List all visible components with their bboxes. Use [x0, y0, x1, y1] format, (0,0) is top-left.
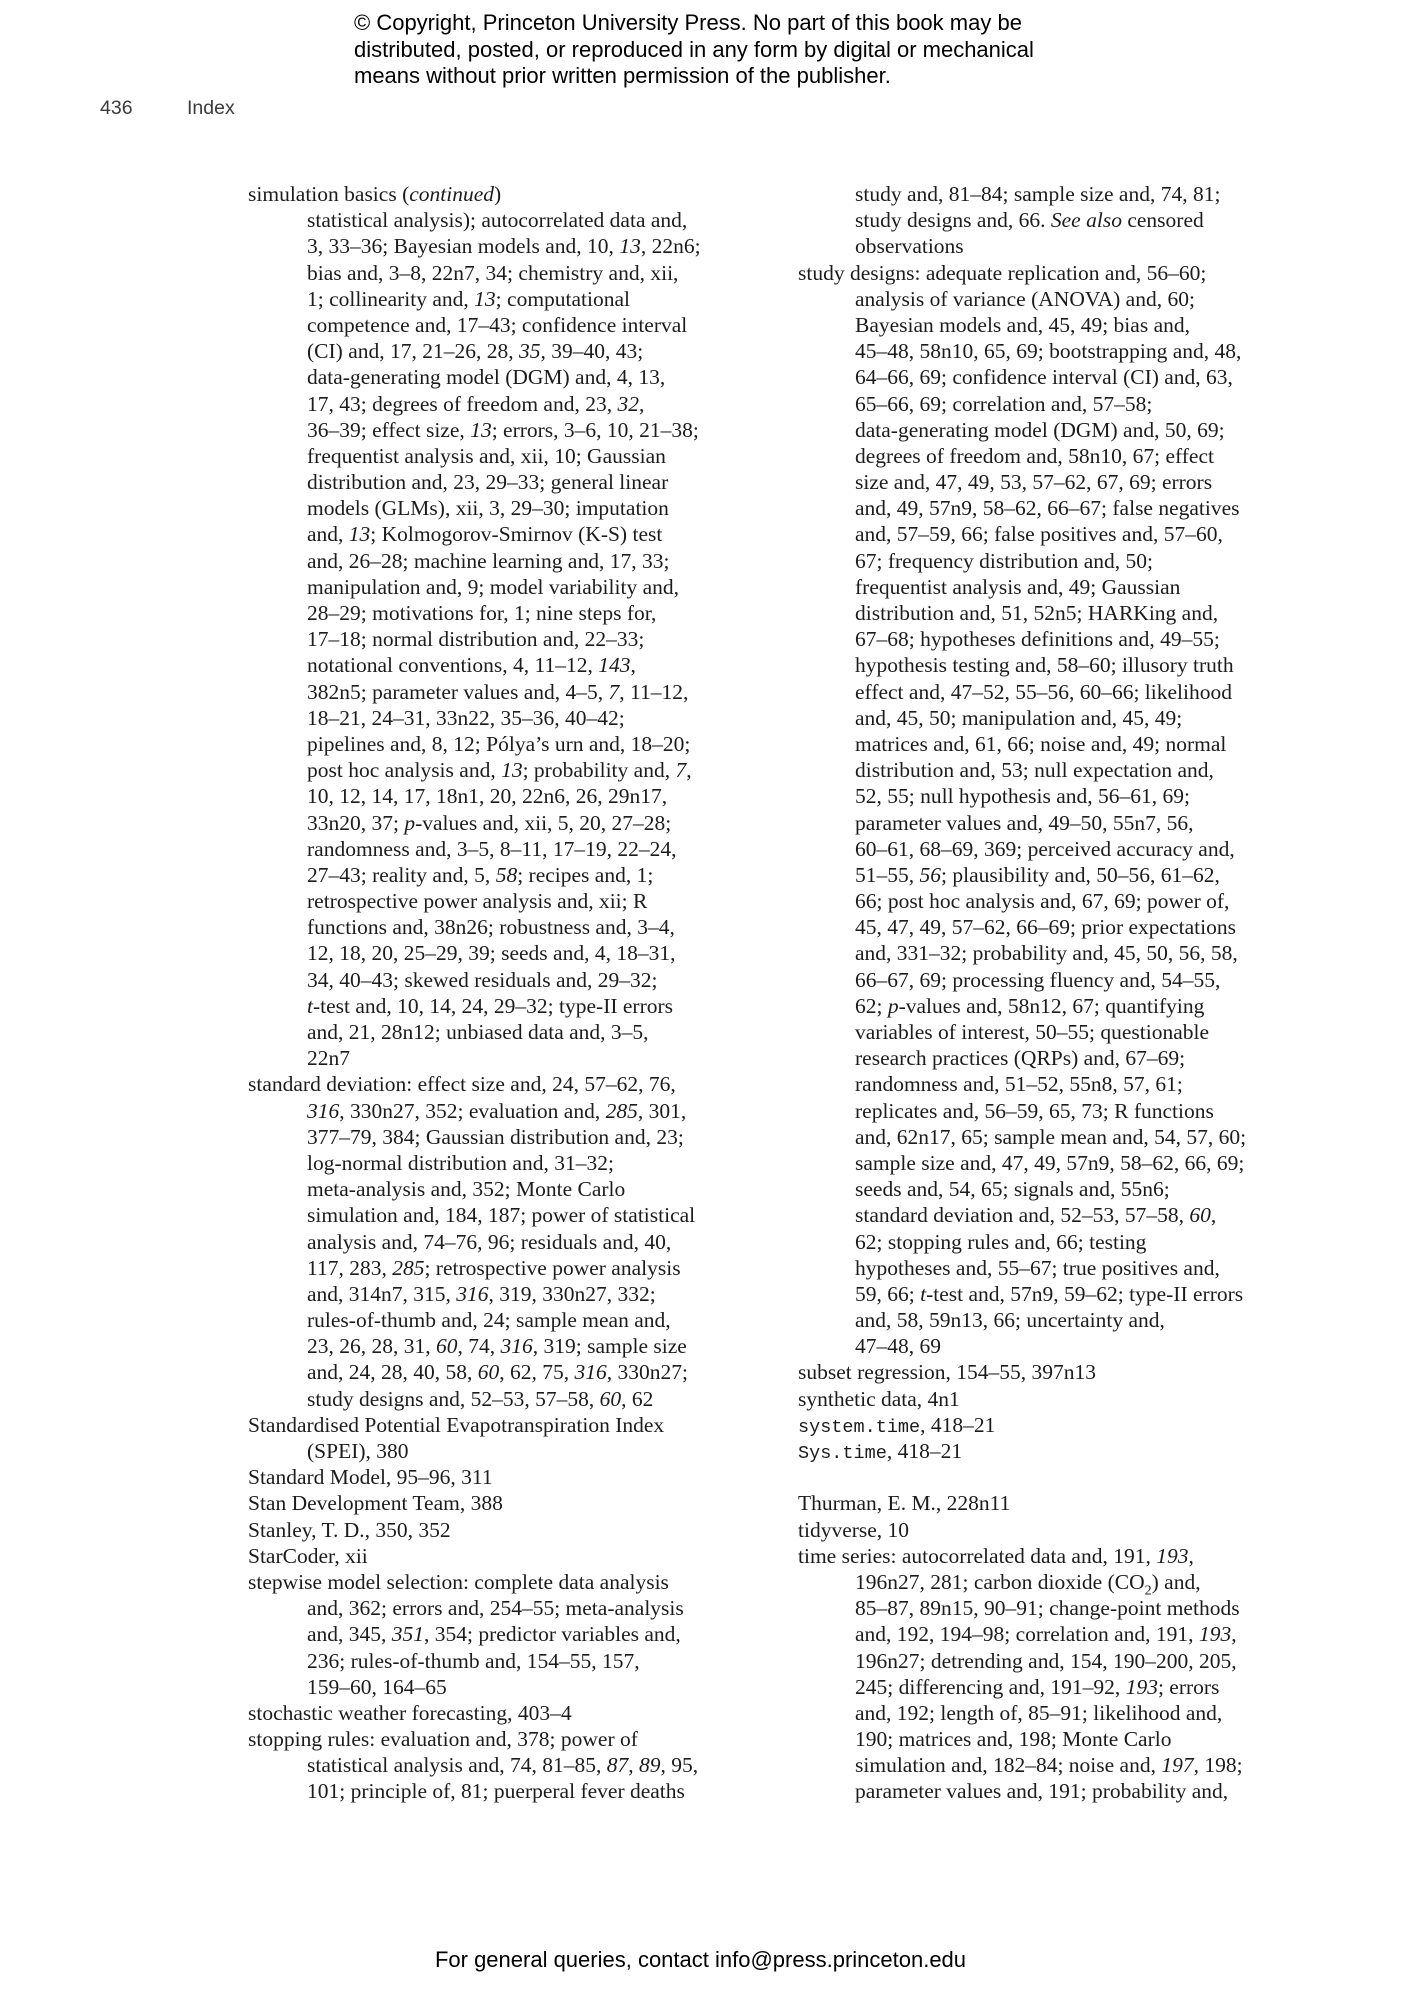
text-run: ) and,	[1151, 1569, 1201, 1594]
entry-subline: 85–87, 89n15, 90–91; change-point methods	[855, 1596, 1240, 1621]
entry-subline: matrices and, 61, 66; noise and, 49; normal	[855, 731, 1227, 756]
entry-heading-line: standard deviation: effect size and, 24, 57–62, 76,	[248, 1072, 676, 1097]
letter-group	[248, 181, 701, 1805]
entry-subline: log-normal distribution and, 31–32;	[307, 1150, 614, 1175]
entry-subline: 66–67, 69; processing fluency and, 54–55,	[855, 967, 1221, 992]
italic-locator: 60	[477, 1360, 500, 1385]
italic-locator: 87	[606, 1753, 629, 1778]
index-entry	[798, 1359, 1246, 1385]
text-run: , 198;	[1193, 1753, 1243, 1778]
text-run: ; plausibility and, 50–56, 61–62,	[941, 862, 1220, 887]
entry-subline: rules-of-thumb and, 24; sample mean and,	[307, 1308, 671, 1333]
entry-subline: and, 331–32; probability and, 45, 50, 56, 58,	[855, 941, 1238, 966]
index-entry	[798, 1412, 1246, 1438]
entry-subline: hypothesis testing and, 58–60; illusory truth	[855, 653, 1234, 678]
entry-subline: parameter values and, 49–50, 55n7, 56,	[855, 810, 1194, 835]
text-run: , 418–21	[886, 1439, 963, 1463]
entry-subline	[248, 1359, 701, 1385]
italic-locator: 13	[619, 234, 641, 259]
text-run: (CI) and, 17, 21–26, 28,	[307, 339, 519, 364]
code-term: system.time	[798, 1416, 921, 1438]
entry-subline: Bayesian models and, 45, 49; bias and,	[855, 312, 1190, 337]
letter-group	[798, 260, 1246, 1465]
entry-subline: size and, 47, 49, 53, 57–62, 67, 69; errors	[855, 470, 1213, 495]
entry-subline: analysis and, 74–76, 96; residuals and, 40,	[307, 1229, 672, 1254]
italic-locator: t	[307, 993, 313, 1018]
entry-subline: 18–21, 24–31, 33n22, 35–36, 40–42;	[307, 705, 625, 730]
entry-subline: models (GLMs), xii, 3, 29–30; imputation	[307, 496, 669, 521]
page-number: 436	[100, 97, 133, 119]
entry-subline: distribution and, 23, 29–33; general linear	[307, 470, 669, 495]
text-run: ; retrospective power analysis	[424, 1255, 681, 1280]
text-run: 17, 43; degrees of freedom and, 23,	[307, 391, 618, 416]
entry-subline: statistical analysis); autocorrelated data and,	[307, 208, 688, 233]
text-run: post hoc analysis and,	[307, 758, 502, 783]
entry-subline	[248, 757, 701, 783]
entry-subline	[248, 1621, 701, 1647]
entry-heading-line: StarCoder, xii	[248, 1543, 368, 1568]
text-run: ; computational	[495, 286, 631, 311]
entry-subline: 60–61, 68–69, 369; perceived accuracy and,	[855, 836, 1235, 861]
text-run: study designs and, 52–53, 57–58,	[307, 1386, 600, 1411]
text-run: 196n27, 281; carbon dioxide (CO	[855, 1569, 1145, 1594]
text-run: ,	[686, 758, 692, 783]
index-entry	[798, 1438, 1246, 1464]
copyright-line: means without prior written permission of the publisher.	[354, 63, 891, 89]
entry-heading-line: stepwise model selection: complete data analysis	[248, 1569, 669, 1594]
entry-subline: frequentist analysis and, xii, 10; Gaussian	[307, 443, 666, 468]
text-run: ; recipes and, 1;	[517, 862, 654, 887]
entry-subline: 28–29; motivations for, 1; nine steps for,	[307, 601, 657, 625]
italic-locator: 7	[675, 758, 687, 783]
italic-locator: 193	[1198, 1622, 1232, 1647]
entry-subline: and, 26–28; machine learning and, 17, 33;	[307, 548, 670, 573]
entry-subline	[248, 1386, 701, 1412]
index-entry	[798, 1490, 1246, 1516]
code-term: Sys.time	[798, 1443, 887, 1464]
text-run: ,	[628, 1753, 640, 1778]
entry-subline	[798, 1202, 1246, 1228]
index-entry	[798, 260, 1246, 1360]
text-run: ,	[638, 391, 645, 416]
italic-locator: 60	[599, 1386, 622, 1411]
index-column-left	[248, 181, 701, 1805]
entry-subline	[248, 233, 701, 259]
italic-locator: 56	[919, 862, 941, 887]
entry-heading-line: synthetic data, 4n1	[798, 1386, 960, 1411]
entry-subline: pipelines and, 8, 12; Pólya’s urn and, 18–20;	[307, 731, 691, 756]
text-run: standard deviation and, 52–53, 57–58,	[855, 1203, 1190, 1228]
text-run: , 330n27;	[606, 1360, 689, 1385]
text-run: 36–39; effect size,	[307, 417, 471, 442]
entry-subline: sample size and, 47, 49, 57n9, 58–62, 66, 69;	[855, 1150, 1245, 1175]
italic-locator: See also	[1050, 208, 1122, 233]
entry-subline: 45, 47, 49, 57–62, 66–69; prior expectations	[855, 915, 1236, 940]
text-run: 33n20, 37;	[307, 810, 405, 835]
entry-subline: functions and, 38n26; robustness and, 3–4,	[307, 915, 675, 940]
italic-locator: p	[404, 810, 416, 835]
text-run: -test and, 57n9, 59–62; type-II errors	[926, 1281, 1244, 1306]
entry-subline: and, 21, 28n12; unbiased data and, 3–5,	[307, 1020, 649, 1044]
text-run: , 354; predictor variables and,	[424, 1622, 681, 1647]
italic-locator: 60	[1189, 1203, 1211, 1228]
text-run: -values and, 58n12, 67; quantifying	[898, 993, 1205, 1018]
text-run: study designs and, 66.	[855, 208, 1051, 233]
text-run: , 95,	[660, 1753, 699, 1778]
text-run: , 418–21	[920, 1412, 996, 1437]
entry-subline: study and, 81–84; sample size and, 74, 81;	[855, 182, 1221, 206]
text-run: 23, 26, 28, 31,	[307, 1334, 436, 1359]
italic-locator: 193	[1156, 1543, 1189, 1568]
entry-heading-line	[798, 1412, 1246, 1438]
italic-locator: t	[920, 1281, 927, 1306]
index-entry	[248, 1464, 701, 1490]
entry-subline	[248, 286, 701, 312]
index-column-right	[798, 181, 1246, 1805]
entry-subline: 47–48, 69	[855, 1334, 941, 1359]
entry-subline: 66; post hoc analysis and, 67, 69; power of,	[855, 889, 1230, 914]
entry-subline: and, 49, 57n9, 58–62, 66–67; false negatives	[855, 496, 1240, 521]
index-entry	[248, 1071, 701, 1411]
entry-subline: variables of interest, 50–55; questionable	[855, 1020, 1210, 1044]
entry-subline: retrospective power analysis and, xii; R	[307, 889, 648, 914]
entry-subline	[798, 1569, 1246, 1599]
italic-locator: 13	[348, 522, 371, 547]
text-run: and, 24, 28, 40, 58,	[307, 1360, 478, 1385]
text-run: 51–55,	[855, 862, 920, 887]
copyright-line: distributed, posted, or reproduced in any form by digital or mechanical	[354, 36, 1034, 62]
entry-heading-line	[798, 1543, 1246, 1569]
text-run: ,	[1231, 1622, 1237, 1647]
entry-subline: 64–66, 69; confidence interval (CI) and, 63,	[855, 365, 1233, 390]
italic-locator: 285	[605, 1098, 638, 1123]
entry-subline: 236; rules-of-thumb and, 154–55, 157,	[307, 1648, 640, 1673]
entry-subline: and, 58, 59n13, 66; uncertainty and,	[855, 1308, 1165, 1333]
italic-locator: 13	[474, 286, 496, 311]
footer-contact: For general queries, contact info@press.princeton.edu	[434, 1947, 967, 1972]
text-run: , 62	[621, 1386, 654, 1411]
entry-subline: manipulation and, 9; model variability and,	[307, 574, 679, 599]
entry-subline: replicates and, 56–59, 65, 73; R functions	[855, 1098, 1214, 1123]
entry-subline: data-generating model (DGM) and, 4, 13,	[307, 365, 666, 390]
entry-subline: parameter values and, 191; probability and,	[855, 1779, 1229, 1804]
entry-subline: meta-analysis and, 352; Monte Carlo	[307, 1177, 626, 1202]
text-run: statistical analysis and, 74, 81–85,	[307, 1753, 607, 1778]
index-entry	[248, 181, 701, 1071]
text-run: 62;	[855, 993, 888, 1018]
entry-subline: 10, 12, 14, 17, 18n1, 20, 22n6, 26, 29n17,	[307, 784, 668, 809]
entry-subline: 190; matrices and, 198; Monte Carlo	[855, 1727, 1172, 1752]
entry-subline	[798, 1281, 1246, 1307]
entry-subline: 67–68; hypotheses definitions and, 49–55;	[855, 627, 1220, 652]
text-run: and, 314n7, 315,	[307, 1281, 457, 1306]
text-run: , 39–40, 43;	[540, 339, 644, 364]
text-run: , 301,	[637, 1098, 687, 1123]
entry-subline: degrees of freedom and, 58n10, 67; effect	[855, 443, 1214, 468]
text-run: time series: autocorrelated data and, 191,	[798, 1543, 1157, 1568]
text-run: ; probability and,	[522, 758, 676, 783]
copyright-notice	[354, 10, 1034, 90]
text-run: , 22n6;	[640, 234, 701, 259]
entry-subline	[798, 207, 1246, 233]
entry-subline: competence and, 17–43; confidence interval	[307, 312, 688, 337]
entry-heading-line: Standardised Potential Evapotranspiration Index	[248, 1412, 665, 1437]
entry-subline: research practices (QRPs) and, 67–69;	[855, 1046, 1186, 1071]
entry-subline: 34, 40–43; skewed residuals and, 29–32;	[307, 967, 658, 992]
index-entry	[248, 1490, 701, 1516]
text-run: 1; collinearity and,	[307, 286, 475, 311]
entry-heading-line: study designs: adequate replication and, 56–60;	[798, 260, 1207, 285]
index-entry	[248, 1412, 701, 1464]
entry-subline	[248, 338, 701, 364]
entry-subline	[798, 1621, 1246, 1647]
entry-subline: distribution and, 53; null expectation and,	[855, 758, 1214, 783]
entry-subline: randomness and, 51–52, 55n8, 57, 61;	[855, 1072, 1183, 1097]
italic-locator: 316	[307, 1098, 340, 1123]
entry-subline: 52, 55; null hypothesis and, 56–61, 69;	[855, 784, 1191, 809]
index-entry	[248, 1543, 701, 1569]
italic-locator: 35	[519, 339, 541, 364]
entry-subline	[248, 810, 701, 836]
text-run: 245; differencing and, 191–92,	[855, 1674, 1126, 1699]
entry-subline: 17–18; normal distribution and, 22–33;	[307, 627, 645, 652]
letter-group-separator	[798, 1464, 1246, 1490]
text-run: 27–43; reality and, 5,	[307, 862, 496, 887]
text-run: 59, 66;	[855, 1281, 921, 1306]
text-run: 3, 33–36; Bayesian models and, 10,	[307, 234, 620, 259]
text-run: simulation and, 182–84; noise and,	[855, 1753, 1162, 1778]
text-run: ; Kolmogorov-Smirnov (K-S) test	[370, 522, 663, 547]
entry-subline	[248, 417, 701, 443]
text-run: -test and, 10, 14, 24, 29–32; type-II errors	[312, 993, 674, 1018]
index-entry	[248, 1517, 701, 1543]
text-run: , 319; sample size	[532, 1334, 687, 1359]
entry-heading-line: Thurman, E. M., 228n11	[798, 1491, 1011, 1516]
entry-heading-line: stochastic weather forecasting, 403–4	[248, 1700, 572, 1725]
italic-locator: 143	[598, 653, 631, 678]
italic-locator: 316	[574, 1360, 607, 1385]
italic-locator: 285	[392, 1255, 425, 1280]
text-run: notational conventions, 4, 11–12,	[307, 653, 599, 678]
entry-subline: 377–79, 384; Gaussian distribution and, 23;	[307, 1124, 684, 1149]
italic-locator: continued	[409, 182, 495, 206]
entry-subline	[248, 391, 701, 417]
index-entry	[248, 1569, 701, 1700]
text-run: , 74,	[457, 1334, 501, 1359]
entry-subline	[248, 1098, 701, 1124]
entry-subline	[798, 1674, 1246, 1700]
entry-subline	[798, 862, 1246, 888]
entry-subline: 159–60, 164–65	[307, 1674, 447, 1699]
index-entry	[248, 1700, 701, 1726]
entry-subline: and, 192; length of, 85–91; likelihood and,	[855, 1700, 1223, 1725]
entry-heading-line: Standard Model, 95–96, 311	[248, 1465, 493, 1490]
entry-subline: analysis of variance (ANOVA) and, 60;	[855, 286, 1195, 311]
copyright-line: © Copyright, Princeton University Press. No part of this book may be	[354, 10, 1022, 35]
text-run: and, 192, 194–98; correlation and, 191,	[855, 1622, 1199, 1647]
entry-subline: and, 57–59, 66; false positives and, 57–60,	[855, 522, 1223, 547]
entry-subline	[248, 521, 701, 547]
entry-heading-line: tidyverse, 10	[798, 1517, 910, 1542]
text-run: , 319, 330n27, 332;	[488, 1281, 656, 1306]
entry-subline: observations	[855, 234, 964, 259]
entry-subline: effect and, 47–52, 55–56, 60–66; likelihood	[855, 679, 1232, 704]
text-run: ,	[630, 653, 636, 678]
letter-group	[798, 1490, 1246, 1804]
entry-heading-line: stopping rules: evaluation and, 378; power of	[248, 1727, 638, 1752]
italic-locator: 7	[608, 679, 620, 704]
text-run: ; errors, 3–6, 10, 21–38;	[491, 417, 699, 442]
entry-subline	[248, 652, 701, 678]
running-head-title: Index	[187, 97, 235, 119]
entry-subline: 101; principle of, 81; puerperal fever deaths	[307, 1779, 685, 1804]
text-run: 117, 283,	[307, 1255, 393, 1280]
entry-subline: seeds and, 54, 65; signals and, 55n6;	[855, 1177, 1170, 1202]
text-run: , 330n27, 352; evaluation and,	[339, 1098, 606, 1123]
text-run: , 62, 75,	[499, 1360, 575, 1385]
text-run: ; errors	[1157, 1674, 1220, 1699]
index-entry	[798, 1386, 1246, 1412]
entry-heading-line	[798, 1438, 1246, 1464]
entry-subline: 45–48, 58n10, 65, 69; bootstrapping and, 48,	[855, 339, 1242, 364]
entry-subline: randomness and, 3–5, 8–11, 17–19, 22–24,	[307, 836, 677, 861]
text-run: ,	[1210, 1203, 1217, 1228]
entry-subline	[248, 1255, 701, 1281]
italic-locator: 351	[391, 1622, 425, 1647]
text-run: simulation basics (	[248, 182, 410, 206]
index-entry	[798, 1517, 1246, 1543]
entry-subline	[798, 1752, 1246, 1778]
italic-locator: 13	[501, 758, 523, 783]
text-run: and,	[307, 522, 349, 547]
text-run: , 11–12,	[619, 679, 689, 704]
entry-subline	[248, 679, 701, 705]
entry-subline: distribution and, 51, 52n5; HARKing and,	[855, 601, 1219, 625]
entry-subline: and, 45, 50; manipulation and, 45, 49;	[855, 705, 1183, 730]
italic-locator: 13	[470, 417, 492, 442]
italic-locator: 89	[639, 1753, 661, 1778]
subscript-run: 2	[1144, 1583, 1152, 1599]
entry-subline: (SPEI), 380	[307, 1439, 409, 1463]
entry-subline: 65–66, 69; correlation and, 57–58;	[855, 391, 1153, 416]
italic-locator: 197	[1161, 1753, 1194, 1778]
entry-heading-line: Stanley, T. D., 350, 352	[248, 1517, 451, 1542]
entry-subline	[248, 1281, 701, 1307]
entry-heading-line: Stan Development Team, 388	[248, 1491, 503, 1516]
entry-heading-line	[248, 181, 701, 207]
entry-subline	[248, 1752, 701, 1778]
entry-subline: 12, 18, 20, 25–29, 39; seeds and, 4, 18–31,	[307, 941, 676, 966]
text-run: -values and, xii, 5, 20, 27–28;	[415, 810, 672, 835]
entry-heading-line: subset regression, 154–55, 397n13	[798, 1360, 1096, 1385]
italic-locator: 193	[1125, 1674, 1158, 1699]
entry-subline: 62; stopping rules and, 66; testing	[855, 1229, 1147, 1254]
continued-entry	[798, 181, 1246, 260]
entry-subline: and, 362; errors and, 254–55; meta-analysis	[307, 1596, 684, 1621]
entry-subline	[248, 993, 701, 1019]
text-run: 382n5; parameter values and, 4–5,	[307, 679, 609, 704]
italic-locator: 32	[617, 391, 639, 416]
entry-subline: 67; frequency distribution and, 50;	[855, 548, 1153, 573]
italic-locator: 316	[500, 1334, 533, 1359]
entry-subline	[248, 1333, 701, 1359]
entry-subline: data-generating model (DGM) and, 50, 69;	[855, 417, 1225, 442]
entry-subline: 22n7	[307, 1046, 350, 1071]
italic-locator: 58	[495, 862, 518, 887]
entry-subline: and, 62n17, 65; sample mean and, 54, 57, 60;	[855, 1124, 1247, 1149]
text-run: censored	[1121, 208, 1204, 233]
entry-subline	[798, 993, 1246, 1019]
index-entry	[248, 1726, 701, 1805]
index-entry	[798, 1543, 1246, 1805]
entry-subline: frequentist analysis and, 49; Gaussian	[855, 574, 1181, 599]
text-run: )	[494, 182, 502, 206]
italic-locator: 316	[456, 1281, 489, 1306]
italic-locator: 60	[436, 1334, 458, 1359]
text-run: ,	[1188, 1543, 1194, 1568]
italic-locator: p	[887, 993, 899, 1018]
entry-subline: hypotheses and, 55–67; true positives and,	[855, 1255, 1220, 1280]
entry-subline	[248, 862, 701, 888]
text-run: and, 345,	[307, 1622, 392, 1647]
entry-subline: bias and, 3–8, 22n7, 34; chemistry and, xii,	[307, 260, 679, 285]
entry-subline: simulation and, 184, 187; power of statistical	[307, 1203, 696, 1228]
entry-subline: 196n27; detrending and, 154, 190–200, 205,	[855, 1648, 1237, 1673]
